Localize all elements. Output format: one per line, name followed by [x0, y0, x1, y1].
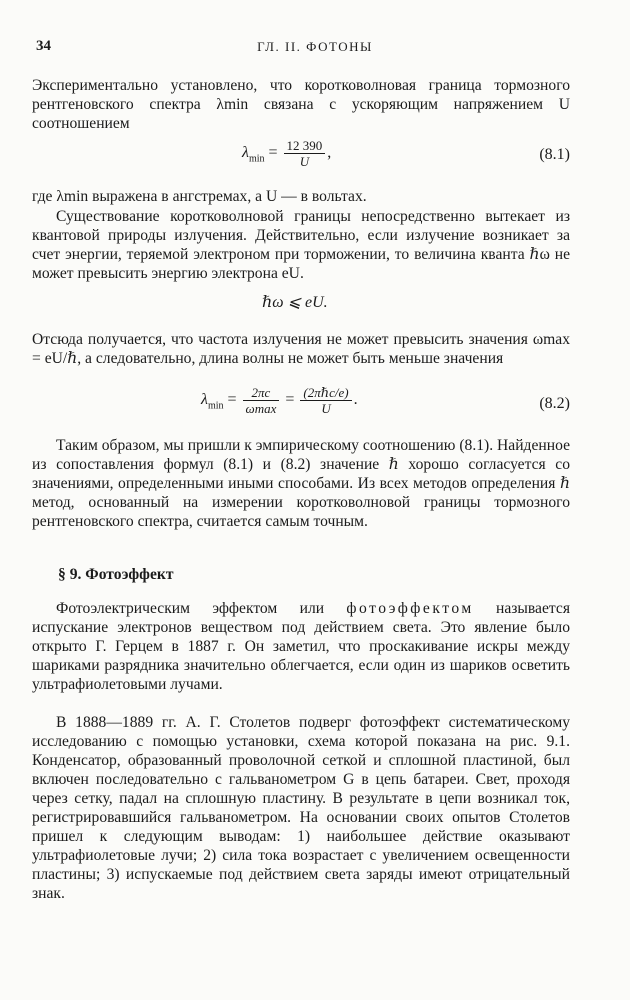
- eq2-frac2-denominator: U: [321, 401, 331, 416]
- page-number: 34: [36, 38, 51, 54]
- equation-label-8-2: (8.2): [539, 395, 570, 412]
- paragraph-units: где λmin выражена в ангстремах, а U — в вольтах.: [32, 188, 367, 205]
- paragraph-stoletov: В 1888—1889 гг. А. Г. Столетов подверг фотоэффект систематическому исследованию с помощью установки, схема которой показана на рис. 9.1. Конденсатор, образованный проволочной сеткой и сплошной пластиной, был включен последовательно с гальванометром G в цепь батареи. Свет, проходя через сетку, падал на сплошную пластину. В результате в цепи возникал ток, регистрировавшийся гальванометром. На основании своих опытов Столетов пришел к следующим выводам: 1) наибольшее действие оказывают ультрафиолетовые лучи; 2) сила тока возрастает с увеличением освещенности пластины; 3) испускаемые под действием света заряды имеют отрицательный знак.: [32, 714, 570, 902]
- paragraph-photoeffect-definition: [32, 599, 570, 694]
- eq2-equals-2: =: [285, 391, 295, 409]
- eq1-fraction: [284, 138, 326, 169]
- equation-inequality: ℏω ⩽ eU.: [262, 294, 328, 311]
- eq1-tail: ,: [327, 144, 332, 162]
- eq2-fraction-1: [243, 385, 280, 416]
- section-number: § 9.: [58, 566, 82, 583]
- equation-8-1: [242, 138, 331, 169]
- eq1-lhs: λ: [242, 144, 249, 162]
- eq2-fraction-2: [300, 385, 351, 416]
- term-photoeffect: фотоэффектом: [346, 600, 474, 617]
- paragraph-frequency: Отсюда получается, что частота излучения не может превысить значения ωmax = eU/ℏ, а следовательно, длина волны не может быть меньше значения: [32, 331, 570, 367]
- definition-rest: называется испускание электронов веществом под действием света. Это явление было открыто Г. Герцем в 1887 г. Он заметил, что проскакивание искры между шариками разрядника значительно облегчается, если один из шариков осветить ультрафиолетовыми лучами.: [32, 600, 571, 693]
- eq2-tail: .: [353, 391, 358, 409]
- section-title: Фотоэффект: [85, 566, 174, 583]
- paragraph-quantum: Существование коротковолновой границы непосредственно вытекает из квантовой природы излучения. Действительно, если излучение возникает за счет энергии, теряемой электроном при торможении, то величина кванта ℏω не может превысить энергию электрона eU.: [32, 208, 570, 282]
- equation-8-2: [201, 385, 358, 416]
- running-head: ГЛ. II. ФОТОНЫ: [257, 39, 373, 54]
- eq2-frac1-numerator: 2πc: [243, 385, 280, 401]
- eq2-lhs: λ: [201, 391, 208, 409]
- eq1-numerator: 12 390: [284, 138, 326, 154]
- eq1-equals: =: [268, 144, 278, 162]
- eq2-frac1-denominator: ωmax: [245, 401, 277, 416]
- eq2-lhs-sub: min: [207, 400, 224, 412]
- paragraph-intro: Экспериментально установлено, что коротковолновая граница тормозного рентгеновского спектра λmin связана с ускоряющим напряжением U соотношением: [32, 77, 570, 132]
- definition-lead: Фотоэлектрическим эффектом или: [56, 600, 347, 617]
- eq1-denominator: U: [299, 154, 310, 169]
- eq2-frac2-numerator: (2πℏc/e): [300, 385, 351, 401]
- equation-label-8-1: (8.1): [539, 146, 570, 163]
- eq2-equals-1: =: [227, 391, 237, 409]
- section-heading: [58, 566, 174, 584]
- eq1-lhs-sub: min: [248, 153, 265, 165]
- paragraph-conclusion: Таким образом, мы пришли к эмпирическому соотношению (8.1). Найденное из сопоставления формул (8.1) и (8.2) значение ℏ хорошо согласуется со значениями, определенными иными способами. Из всех методов определения ℏ метод, основанный на измерении коротковолновой границы тормозного рентгеновского спектра, считается самым точным.: [32, 437, 570, 530]
- page-header: [36, 38, 594, 58]
